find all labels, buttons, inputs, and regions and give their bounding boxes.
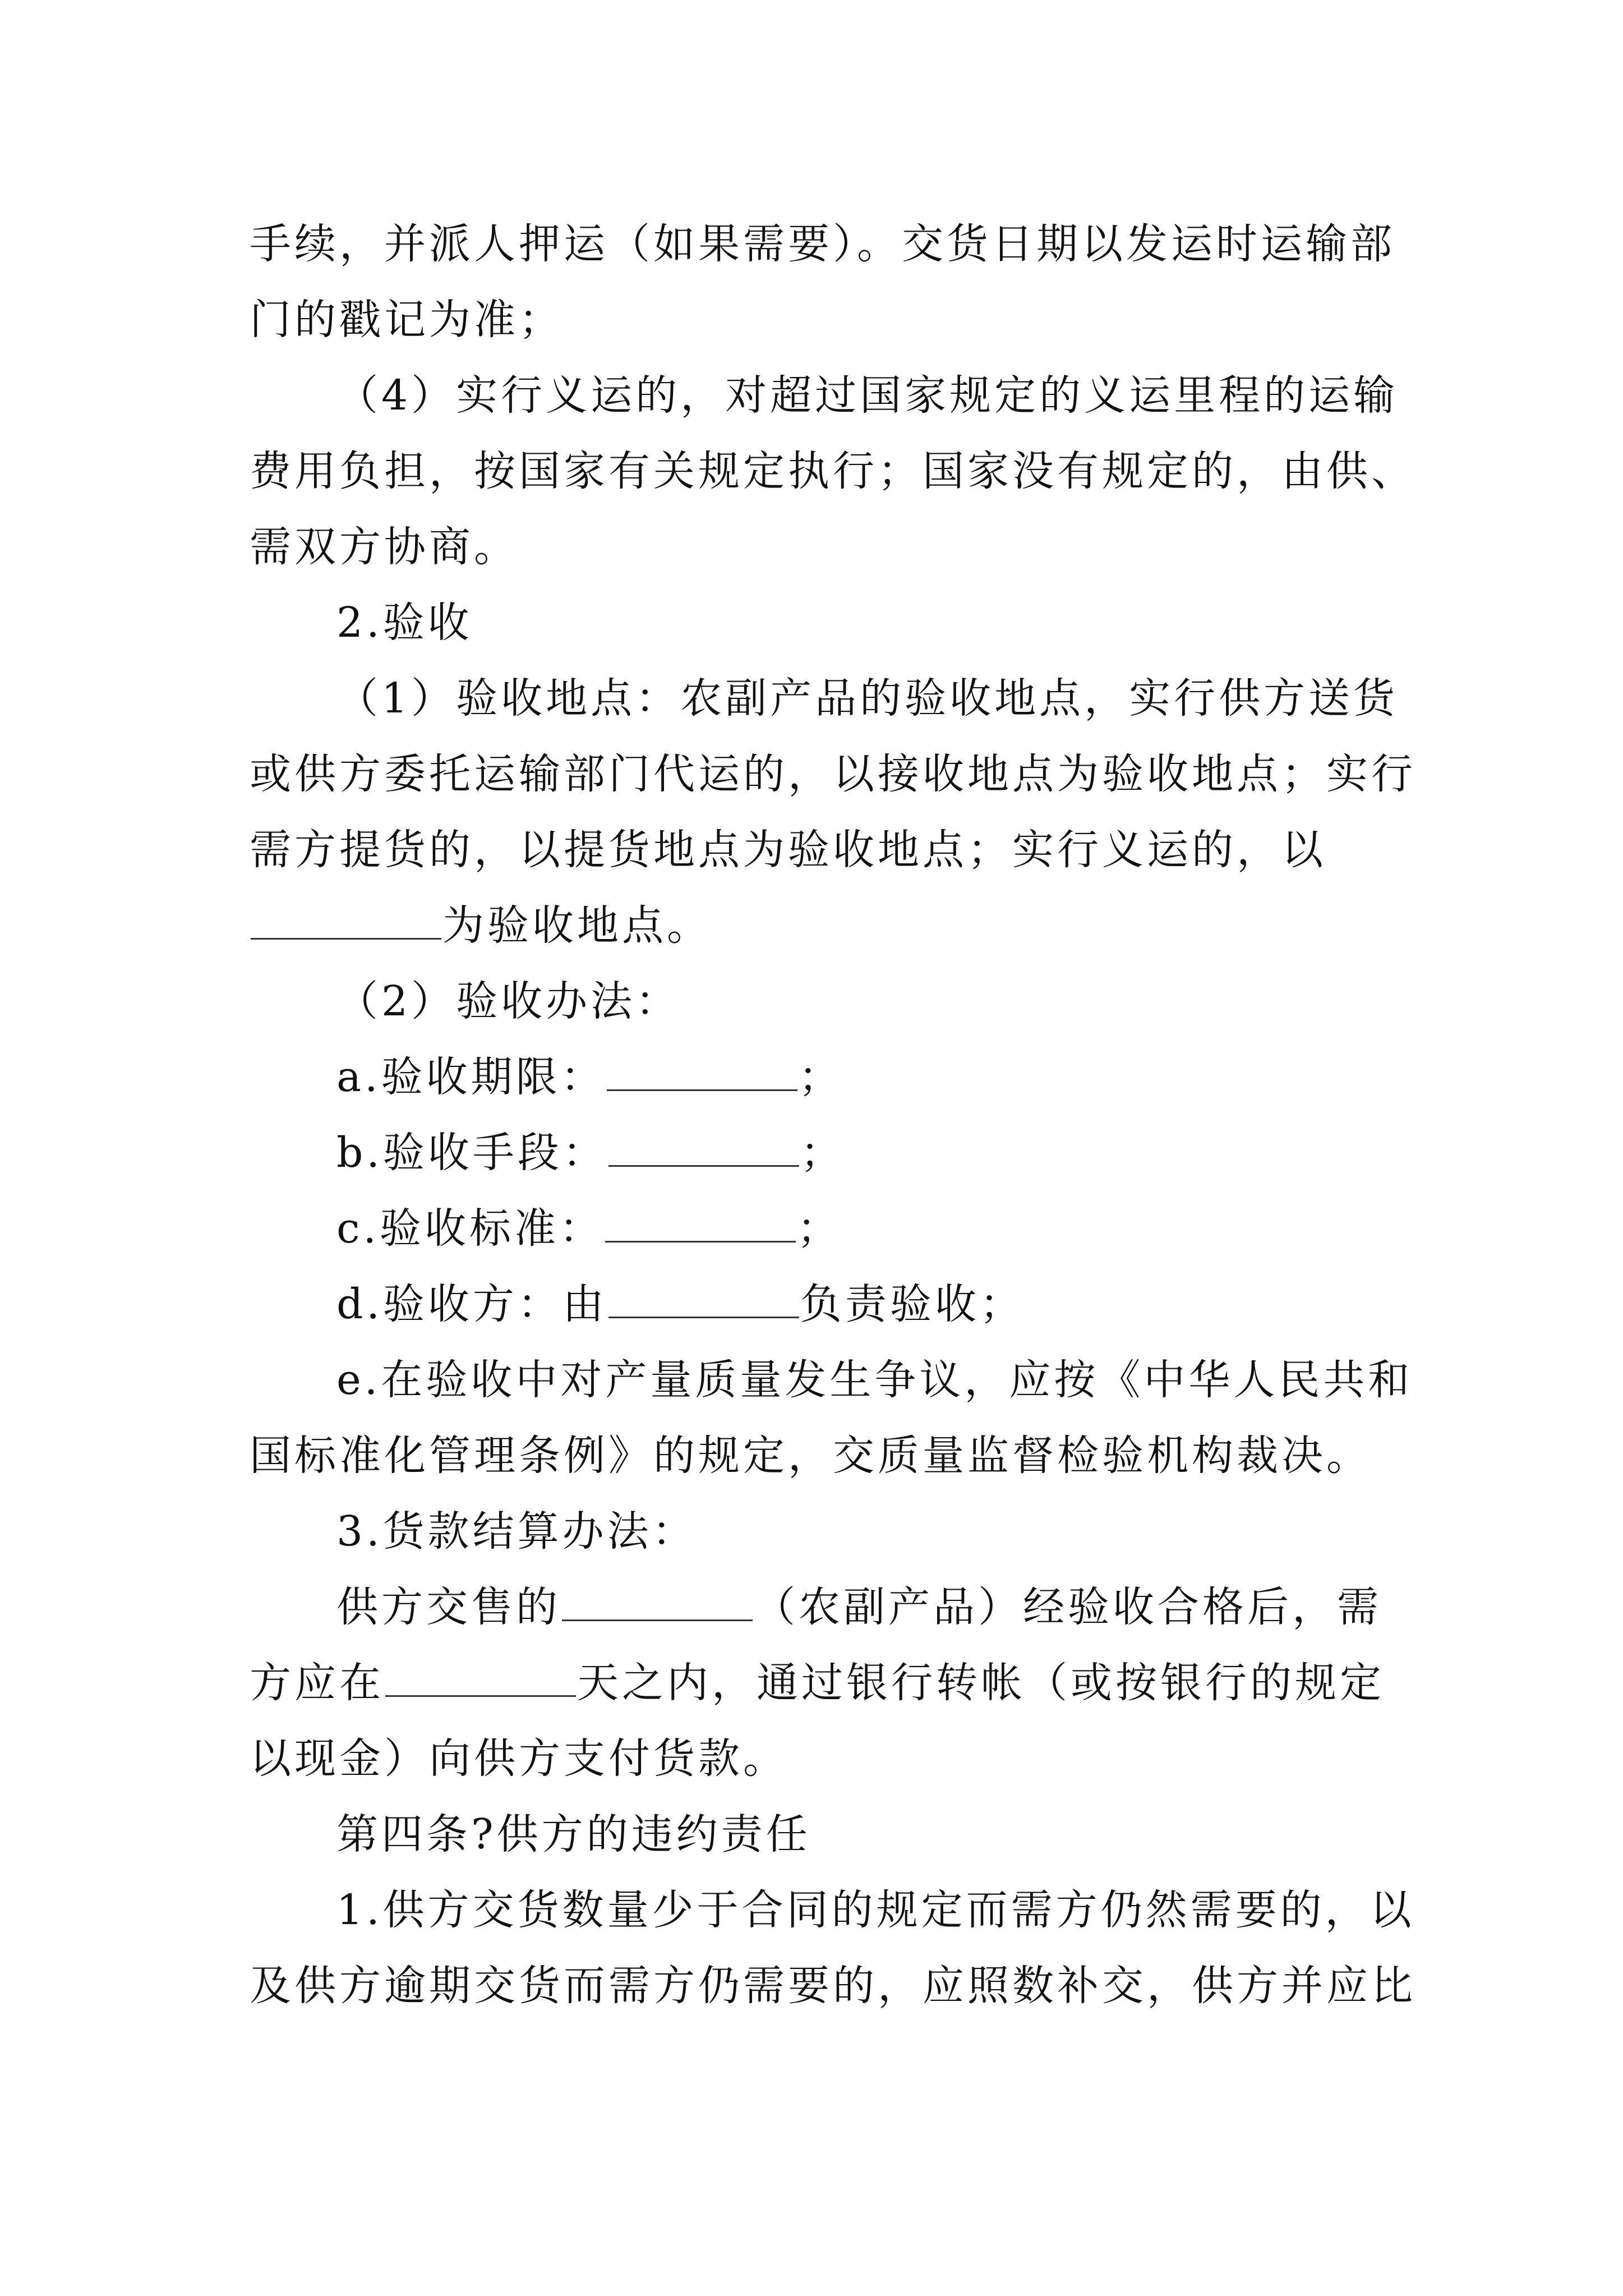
item-end-punctuation: ； bbox=[798, 1053, 843, 1101]
text-line-7: （1）验收地点：农副产品的验收地点，实行供方送货 bbox=[336, 674, 1399, 723]
item-label: c.验收标准： bbox=[336, 1204, 604, 1253]
text-line-9: 需方提货的，以提货地点为验收地点；实行义运的，以 bbox=[250, 826, 1326, 874]
text-line-4: 费用负担，按国家有关规定执行；国家没有规定的，由供、 bbox=[250, 447, 1416, 495]
item-label: d.验收方：由 bbox=[336, 1280, 607, 1328]
text-line-liability-2: 及供方逾期交货而需方仍需要的，应照数补交，供方并应比 bbox=[250, 1962, 1416, 2010]
item-dispute bbox=[336, 1346, 1424, 1414]
text-line-2: 门的戳记为准； bbox=[250, 296, 564, 344]
text-line-10: 为验收地点。 bbox=[442, 901, 712, 950]
text-line-5: 需双方协商。 bbox=[250, 523, 519, 571]
text-line-8: 或供方委托运输部门代运的，以接收地点为验收地点；实行 bbox=[250, 750, 1416, 798]
paragraph-line-10 bbox=[250, 892, 1422, 959]
paragraph-line-e2 bbox=[250, 1422, 1422, 1489]
item-label: b.验收手段： bbox=[336, 1129, 607, 1177]
paragraph-liability-2 bbox=[250, 1952, 1422, 2019]
text-segment: 天之内，通过银行转帐（或按银行的规定 bbox=[577, 1659, 1385, 1707]
blank-field bbox=[607, 1050, 797, 1091]
item-tail: 负责验收； bbox=[800, 1280, 1025, 1328]
paragraph-payment-2 bbox=[250, 1649, 1422, 1717]
text-line-liability-1: 1.供方交货数量少于合同的规定而需方仍然需要的，以 bbox=[336, 1886, 1415, 1934]
blank-field bbox=[605, 1202, 796, 1243]
paragraph-line-2 bbox=[250, 286, 1422, 353]
paragraph-line-11 bbox=[336, 968, 1424, 1035]
paragraph-liability-1 bbox=[336, 1876, 1424, 1944]
text-line-11: （2）验收办法： bbox=[336, 977, 681, 1025]
paragraph-line-3 bbox=[336, 362, 1424, 429]
paragraph-payment-1 bbox=[336, 1573, 1424, 1641]
paragraph-line-1 bbox=[250, 210, 1422, 278]
paragraph-line-7 bbox=[336, 665, 1424, 732]
paragraph-payment-3 bbox=[250, 1725, 1422, 1792]
item-acceptance-period bbox=[336, 1043, 1424, 1111]
item-end-punctuation: ； bbox=[796, 1204, 842, 1253]
text-line-payment: 3.货款结算办法： bbox=[336, 1507, 697, 1556]
text-segment: 供方交售的 bbox=[336, 1583, 561, 1631]
paragraph-line-4 bbox=[250, 438, 1422, 505]
item-acceptance-party bbox=[336, 1271, 1424, 1338]
item-label: a.验收期限： bbox=[336, 1053, 606, 1101]
paragraph-line-8 bbox=[250, 740, 1422, 808]
text-segment: （农副产品）经验收合格后，需 bbox=[754, 1583, 1382, 1631]
blank-field bbox=[562, 1580, 753, 1621]
text-line-e2: 国标准化管理条例》的规定，交质量监督检验机构裁决。 bbox=[250, 1432, 1371, 1480]
text-line-e: e.在验收中对产量质量发生争议，应按《中华人民共和 bbox=[336, 1356, 1413, 1404]
item-acceptance-method bbox=[336, 1119, 1424, 1186]
item-end-punctuation: ； bbox=[800, 1129, 845, 1177]
blank-field bbox=[251, 899, 441, 940]
text-line-3: （4）实行义运的，对超过国家规定的义运里程的运输 bbox=[336, 371, 1399, 420]
item-acceptance-standard bbox=[336, 1195, 1424, 1262]
section-heading-acceptance bbox=[336, 589, 1424, 656]
article-heading-4 bbox=[336, 1801, 1424, 1868]
text-line-1: 手续，并派人押运（如果需要）。交货日期以发运时运输部 bbox=[250, 220, 1395, 268]
blank-field bbox=[608, 1126, 799, 1167]
blank-field bbox=[385, 1656, 576, 1697]
text-line-article-4: 第四条?供方的违约责任 bbox=[336, 1810, 811, 1858]
text-line-payment-3: 以现金）向供方支付货款。 bbox=[250, 1734, 788, 1783]
paragraph-line-9 bbox=[250, 816, 1422, 884]
section-heading-payment bbox=[336, 1498, 1424, 1565]
blank-field bbox=[608, 1277, 799, 1318]
paragraph-line-5 bbox=[250, 513, 1422, 581]
text-line-6: 2.验收 bbox=[336, 599, 473, 647]
text-segment: 方应在 bbox=[250, 1659, 384, 1707]
